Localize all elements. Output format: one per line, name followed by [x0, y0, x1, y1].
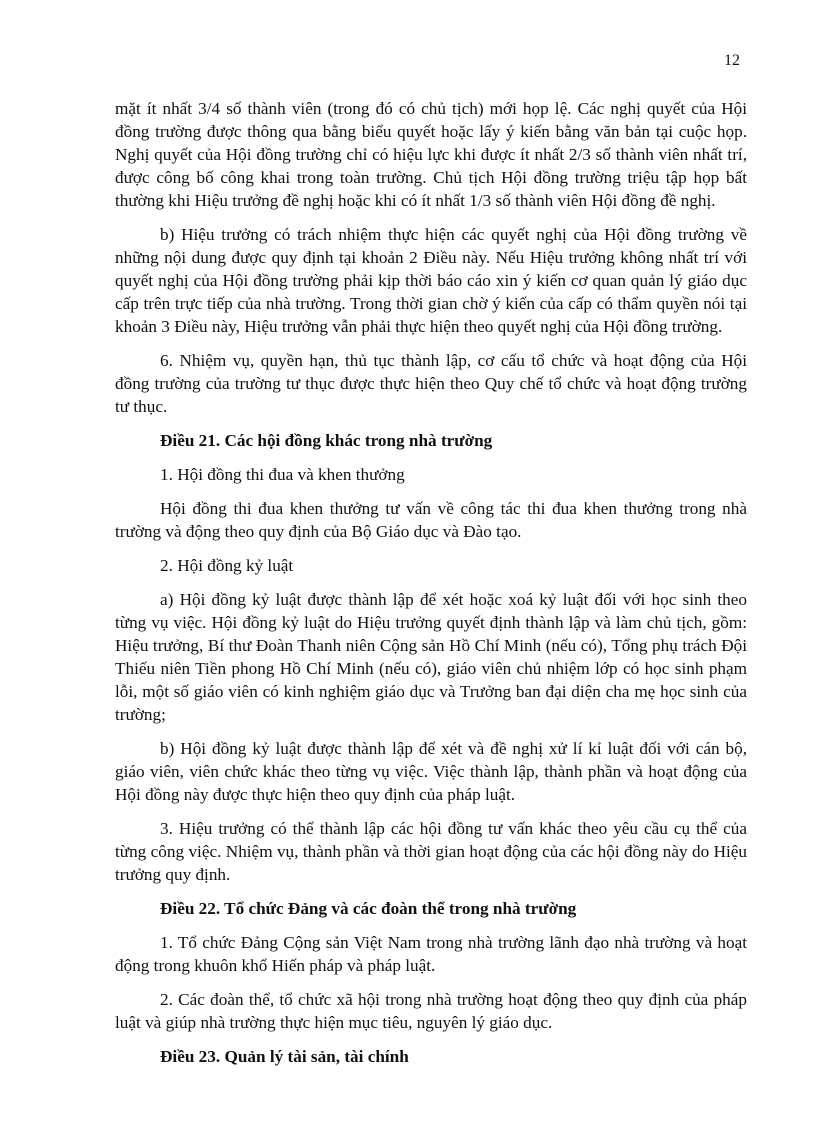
article-21-heading: Điều 21. Các hội đồng khác trong nhà trường [160, 431, 493, 450]
paragraph-clause-6: 6. Nhiệm vụ, quyền hạn, thủ tục thành lập, cơ cấu tổ chức và hoạt động của Hội đồng trường của trường tư thục được thực hiện theo Quy chế tổ chức và hoạt động trường tư thục. [115, 351, 747, 416]
document-body [115, 97, 747, 1079]
page-number: 12 [724, 52, 740, 69]
paragraph-item-1: 1. Hội đồng thi đua và khen thưởng [160, 465, 405, 484]
paragraph-party-1: 1. Tổ chức Đảng Cộng sản Việt Nam trong nhà trường lãnh đạo nhà trường và hoạt động trong khuôn khổ Hiến pháp và pháp luật. [115, 933, 747, 975]
paragraph-party-2: 2. Các đoàn thể, tổ chức xã hội trong nhà trường hoạt động theo quy định của pháp luật và giúp nhà trường thực hiện mục tiêu, nguyên lý giáo dục. [115, 990, 747, 1032]
paragraph-discipline-b: b) Hội đồng kỷ luật được thành lập để xét và đề nghị xử lí kỉ luật đối với cán bộ, giáo viên, viên chức khác theo từng vụ việc. Việc thành lập, thành phần và hoạt động của Hội đồng này được thực hiện theo quy định của pháp luật. [115, 739, 747, 804]
paragraph-item-3: 3. Hiệu trưởng có thể thành lập các hội đồng tư vấn khác theo yêu cầu cụ thể của từng công việc. Nhiệm vụ, thành phần và thời gian hoạt động của các hội đồng này do Hiệu trưởng quy định. [115, 819, 747, 884]
paragraph-clause-b: b) Hiệu trưởng có trách nhiệm thực hiện các quyết nghị của Hội đồng trường về những nội dung được quy định tại khoản 2 Điều này. Nếu Hiệu trưởng không nhất trí với quyết nghị của Hội đồng trường phải kịp thời báo cáo xin ý kiến cơ quan quản lý giáo dục cấp trên trực tiếp của nhà trường. Trong thời gian chờ ý kiến của cấp có thẩm quyền nói tại khoản 3 Điều này, Hiệu trưởng vẫn phải thực hiện theo quyết nghị của Hội đồng trường. [115, 225, 747, 336]
article-22-heading: Điều 22. Tổ chức Đảng và các đoàn thể trong nhà trường [160, 899, 577, 918]
paragraph-emulation-council: Hội đồng thi đua khen thưởng tư vấn về công tác thi đua khen thưởng trong nhà trường và động theo quy định của Bộ Giáo dục và Đào tạo. [115, 499, 747, 541]
paragraph-discipline-a: a) Hội đồng kỷ luật được thành lập để xét hoặc xoá kỷ luật đối với học sinh theo từng vụ việc. Hội đồng kỷ luật do Hiệu trưởng quyết định thành lập và làm chủ tịch, gồm: Hiệu trưởng, Bí thư Đoàn Thanh niên Cộng sản Hồ Chí Minh (nếu có), Tổng phụ trách Đội Thiếu niên Tiền phong Hồ Chí Minh (nếu có), giáo viên chủ nhiệm lớp có học sinh phạm lỗi, một số giáo viên có kinh nghiệm giáo dục và Trưởng ban đại diện cha mẹ học sinh của trường; [115, 590, 747, 724]
paragraph-continuation: mặt ít nhất 3/4 số thành viên (trong đó có chủ tịch) mới họp lệ. Các nghị quyết của Hội đồng trường được thông qua bằng biểu quyết hoặc lấy ý kiến bằng văn bản tại cuộc họp. Nghị quyết của Hội đồng trường chỉ có hiệu lực khi được ít nhất 2/3 số thành viên nhất trí, được công bố công khai trong toàn trường. Chủ tịch Hội đồng trường triệu tập họp bất thường khi Hiệu trưởng đề nghị hoặc khi có ít nhất 1/3 số thành viên Hội đồng đề nghị. [115, 99, 747, 210]
article-23-heading: Điều 23. Quản lý tài sản, tài chính [160, 1047, 409, 1066]
paragraph-item-2: 2. Hội đồng kỷ luật [160, 556, 294, 575]
